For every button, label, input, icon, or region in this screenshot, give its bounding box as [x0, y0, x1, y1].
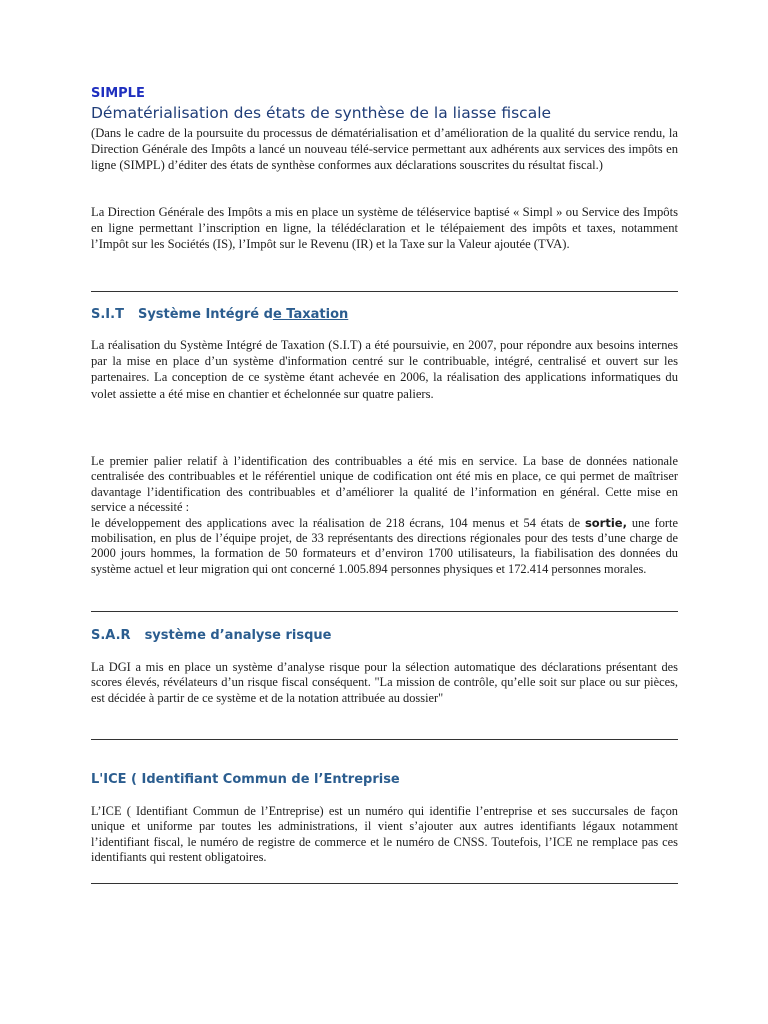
sit-title-part-b: e Taxation	[272, 307, 349, 322]
sit-paragraph-2-mid: le développement des applications avec la réalisation de 218 écrans, 104 menus et 54 états de	[91, 515, 585, 530]
sar-paragraph: La DGI a mis en place un système d’analyse risque pour la sélection automatique des déclarations présentant des scores élevés, révélateurs d’un risque fiscal conséquent. "La mission de contrôle, qu’elle soit sur place ou sur pièces, est décidée à partir de ce système et de la notation attribuée au dossier"	[91, 660, 678, 705]
simple-title: Dématérialisation des états de synthèse de la liasse fiscale	[91, 104, 552, 122]
section-divider	[91, 611, 678, 612]
simple-description-paragraph: La Direction Générale des Impôts a mis en place un système de téléservice baptisé « Simpl » ou Service des Impôts en ligne permettant l’inscription en ligne, la télédéclaration et le télépaiement des impôts et taxes, notamment l’Impôt sur les Sociétés (IS), l’Impôt sur le Revenu (IR) et la Taxe sur la Valeur ajoutée (TVA).	[91, 205, 678, 252]
sit-paragraph-2-end: une forte mobilisation, en plus de l’équipe projet, de 33 représentants des directions régionales pour des tests d’une charge de 2000 jours hommes, la formation de 50 formateurs et d’environ 1700 utilisateurs, la fiabilisation des données du système actuel et leur migration qui ont concerné 1.005.894 personnes physiques et 172.414 personnes morales.	[91, 515, 678, 576]
sit-paragraph-2-word: sortie,	[584, 515, 627, 530]
sit-section-title	[91, 307, 348, 322]
sit-paragraph-1: La réalisation du Système Intégré de Taxation (S.I.T) a été poursuivie, en 2007, pour répondre aux besoins internes par la mise en place d’un système d'information centré sur le contribuable, intégré, centralisé et ouvert sur les partenaires. La conception de ce système étant achevée en 2006, la réalisation des applications informatiques du volet assiette a été mise en chantier et échelonnée sur quatre paliers.	[91, 338, 678, 401]
sar-section-title	[91, 628, 331, 643]
sit-paragraph-2	[91, 454, 678, 577]
ice-section-title: L'ICE ( Identifiant Commun de l’Entreprise	[91, 772, 400, 787]
section-divider	[91, 739, 678, 740]
sar-abbreviation: S.A.R	[91, 628, 131, 643]
simple-intro-paragraph: (Dans le cadre de la poursuite du processus de dématérialisation et d’amélioration de la qualité du service rendu, la Direction Générale des Impôts a lancé un nouveau télé-service permettant aux adhérents aux services des impôts en ligne (SIMPL) d’éditer des états de synthèse conformes aux déclarations souscrites du résultat fiscal.)	[91, 126, 678, 173]
section-divider	[91, 883, 678, 884]
ice-paragraph: L’ICE ( Identifiant Commun de l’Entreprise) est un numéro qui identifie l’entreprise et ses succursales de façon unique et uniforme par toutes les administrations, il vient s’ajouter aux autres identifiants légaux notamment l’identifiant fiscal, le numéro de registre de commerce et le numéro de CNSS. Toutefois, l’ICE ne remplace pas ces identifiants qui restent obligatoires.	[91, 804, 678, 865]
section-divider	[91, 291, 678, 292]
sit-title-part-a: Système Intégré d	[137, 307, 273, 322]
sit-abbreviation: S.I.T	[91, 307, 124, 322]
sar-title-text: système d’analyse risque	[144, 628, 332, 643]
sit-paragraph-2-start: Le premier palier relatif à l’identification des contribuables a été mis en service. La base de données nationale centralisée des contribuables et le référentiel unique de codification ont été mis en place, ce qui permet de maîtriser davantage l’identification des contribuables et d’améliorer la qualité de l’information en général. Cette mise en service a nécessité :	[91, 454, 678, 515]
simple-label: SIMPLE	[91, 86, 145, 101]
